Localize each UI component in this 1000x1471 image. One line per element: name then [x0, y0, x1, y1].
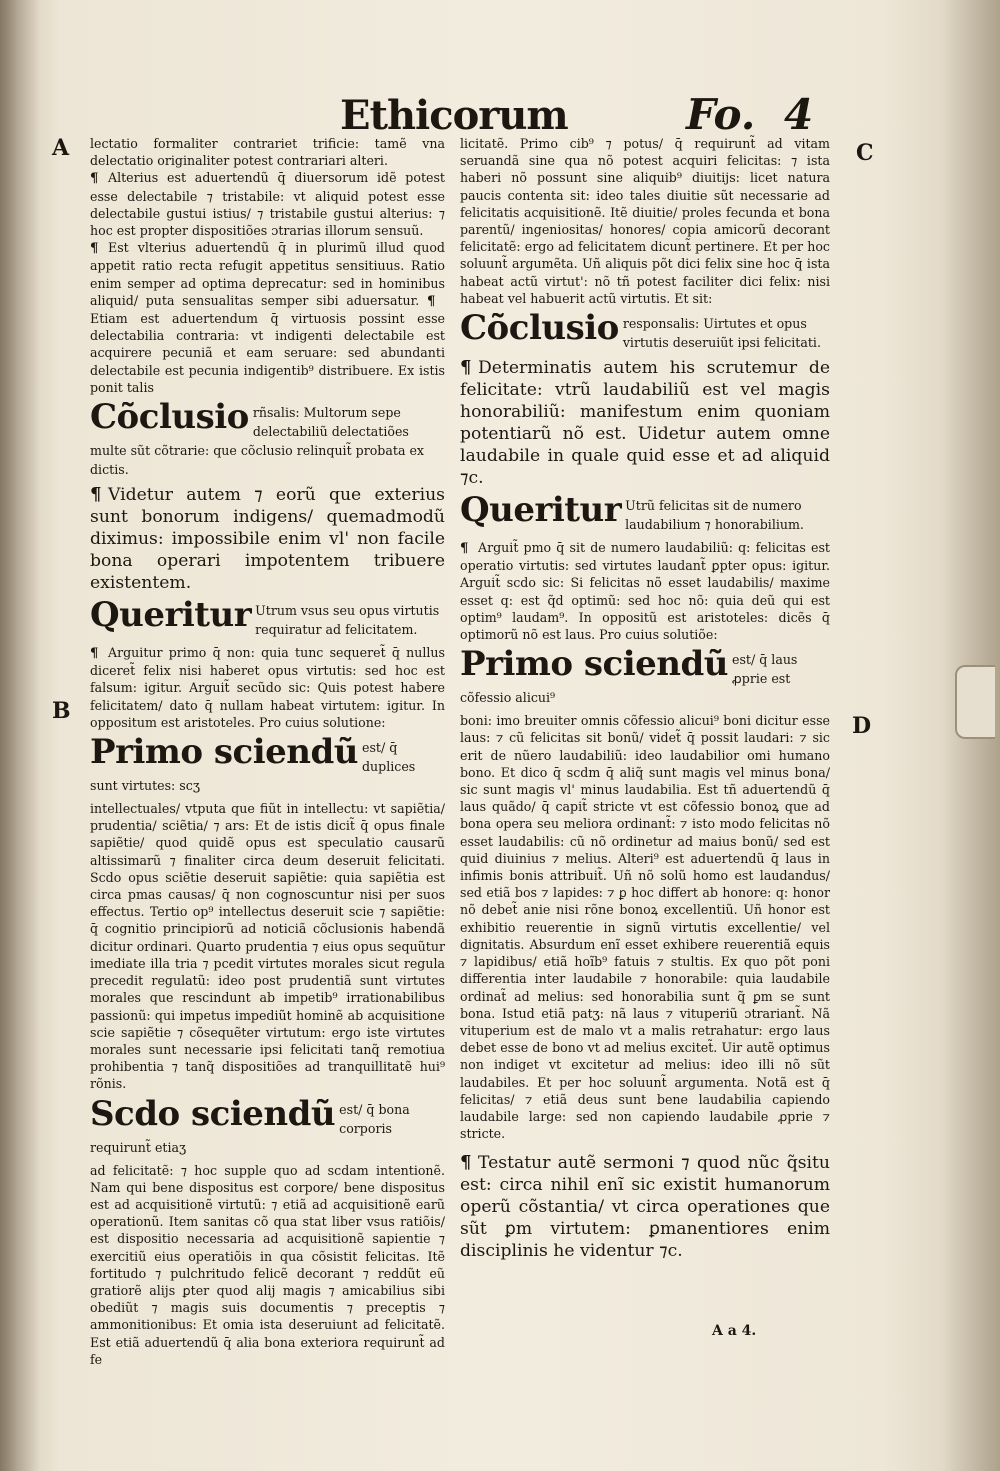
- primo-text: est/ q̄ duplices sunt virtutes: scʒ: [90, 740, 416, 794]
- folio: [686, 90, 813, 139]
- running-head: Ethicorum: [340, 92, 568, 139]
- aristotle-text: ¶ Testatur autẽ sermoni ⁊ quod nũc q̃situ est: circa nihil enĩ sic existit humanorum operũ cõstantia/ vt circa operationes que sũt ꝑm virtutem: ꝑmanentiores enim disciplinis he videntur ⁊c.: [460, 1152, 830, 1262]
- secdo-text: est/ q̄ bona corporis requirunt̃ etiaʒ: [90, 1101, 410, 1155]
- queritur-block: [460, 495, 830, 533]
- aristotle-text: ¶ Determinatis autem his scrutemur de felicitate: vtrũ laudabiliũ est vel magis honorabiliũ: manifestum enim quoniam potentiarũ nõ est. Uidetur autem omne laudabile in quale quid esse et ad aliquid ⁊c.: [460, 357, 830, 489]
- paragraph: ¶ Alterius est aduertendũ q̄ diuersorum idẽ potest esse delectabile ⁊ tristabile: vt aliquid potest esse delectabile gustui istius/ ⁊ tristabile gustui alterius: ⁊ hoc est propter dispositiões ɔtrarias illorum sensuũ.: [90, 170, 445, 239]
- queritur-block: [90, 600, 445, 638]
- signature-mark: A a 4.: [712, 1323, 757, 1339]
- pilcrow-icon: ¶: [90, 171, 99, 187]
- folio-number: 4: [784, 90, 814, 139]
- left-column: [90, 135, 445, 1368]
- conclusio-heading: Cõclusio: [90, 402, 249, 438]
- queritur-text: Utrũ felicitas sit de numero laudabilium ⁊ honorabilium.: [625, 498, 804, 533]
- folio-label: Fo.: [686, 90, 756, 139]
- paragraph: ¶ Arguit̃ pmo q̄ sit de numero laudabiliũ: q: felicitas est operatio virtutis: sed virtutes laudant̃ ꝑpter opus: igitur. Arguit̃ scdo sic: Si felicitas nõ esset laudabilis/ maxime esset q: est q̃d optimũ: sed hoc nõ: quia deũ qui est optim⁹ laudam⁹. In oppositũ est aristoteles: dicẽs q̄ optimorũ nõ est laus. Pro cuius solutiõe:: [460, 540, 830, 643]
- gutter-shadow: [0, 0, 40, 1471]
- pilcrow-icon: ¶: [460, 541, 469, 557]
- margin-letter-b: B: [52, 698, 71, 724]
- queritur-heading: Queritur: [460, 495, 622, 531]
- queritur-heading: Queritur: [90, 600, 252, 636]
- queritur-text: Utrum vsus seu opus virtutis requiratur ad felicitatem.: [255, 603, 440, 638]
- pilcrow-icon: ¶: [90, 241, 99, 257]
- conclusio-text: rñsalis: Multorum sepe delectabiliũ delectatiões multe sũt cõtrarie: que cõclusio relinquit̃ probata ex dictis.: [90, 405, 425, 478]
- primo-heading: Primo sciendũ: [90, 737, 358, 773]
- right-column: [460, 135, 830, 1262]
- paragraph: ad felicitatẽ: ⁊ hoc supple quo ad scdam intentionẽ. Nam qui bene dispositus est corpore/ bene dispositus est ad acquisitionẽ virtutũ: ⁊ etiã ad acquisitionẽ earũ operationũ. Item sanitas cõ qua stat liber vsus ratiõis/ est dispositio necessaria ad acquisitionẽ sapientie ⁊ exercitiũ eius operatiõis in qua cõsistit felicitas. Itẽ fortitudo ⁊ pulchritudo felicẽ decorant ⁊ reddũt eũ gratiorẽ alijs ꝑter quod alij magis ⁊ amicabilius sibi obediũt ⁊ magis suis documentis ⁊ preceptis ⁊ ammonitionibus: Et omia ista deseruiunt ad felicitatẽ. Est etiã aduertendũ q̄ alia bona exteriora requirunt̃ ad fe: [90, 1162, 445, 1367]
- aristotle-text: ¶ Videtur autem ⁊ eorũ que exterius sunt bonorum indigens/ quemadmodũ diximus: impossibile enim vl' non facile bona operari impotentem tribuere existentem.: [90, 484, 445, 594]
- primo-heading: Primo sciendũ: [460, 649, 728, 685]
- page-edge-tab: [955, 665, 995, 739]
- paragraph: boni: imo breuiter omnis cõfessio alicui⁹ boni dicitur esse laus: ⁊ cũ felicitas sit bonũ/ videt̃ q̄ possit laudari: ⁊ sic erit de nũero laudabiliũ: ideo laudabilior omi humano bono. Et dico q̄ scdm q̄ aliq̃ sunt magis vel minus bona/ sic sunt magis vl' minus laudabilia. Est tñ aduertendũ q̄ laus quãdo/ q̄ capit̃ stricte vt est cõfessio bonoꝝ que ad bona opera seu meliora ordinant̃: ⁊ isto modo felicitas nõ esset laudabilis: cũ nõ ordinetur ad maius bonũ/ sed est quid diuinius ⁊ melius. Alteri⁹ est aduertendũ q̄ laus in infimis bonis attribuit̃. Uñ nõ solũ homo est laudandus/ sed etiã bos ⁊ lapides: ⁊ ꝑ hoc differt ab honore: q: honor nõ debet̃ anie nisi rõne bonoꝝ excellentiũ. Uñ honor est exhibitio reuerentie in signũ virtutis excellentie/ vel dignitatis. Absurdum enĩ esset exhibere reuerentiã equis ⁊ lapidibus/ etiã hoĩb⁹ fatuis ⁊ stultis. Ex quo põt poni differentia inter laudabile ⁊ honorabile: quia laudabile ordinat̃ ad melius: sed honorabilia sunt q̃ ꝑm se sunt bona. Istud etiã patʒ: nã laus ⁊ vituperiũ ɔtrariant̃. Nã vituperium est de malo vt a malis retrahatur: ergo laus debet esse de bono vt ad melius excitet̃. Uir autẽ optimus non indiget vt excitetur ad melius: ideo illi nõ sũt laudabiles. Et per hoc soluunt̃ argumenta. Notã est q̄ felicitas/ ⁊ etiã deus sunt bene laudabilia capiendo laudabile large: sed non capiendo laudabile ꝓprie ⁊ stricte.: [460, 713, 830, 1142]
- pilcrow-icon: ¶: [90, 484, 102, 506]
- paragraph: ¶ Arguitur primo q̄ non: quia tunc sequeret̃ q̄ nullus diceret̃ felix nisi haberet opus virtutis: sed hoc est falsum: igitur. Arguit̃ secũdo sic: Quis potest habere felicitatem/ dato q̄ nullam habeat virtutem: igitur. In oppositum est aristoteles. Pro cuius solutione:: [90, 645, 445, 730]
- conclusio-heading: Cõclusio: [460, 313, 619, 349]
- paragraph: ¶ Est vlterius aduertendũ q̄ in plurimũ illud quod appetit ratio recta refugit appetitus sensitiuus. Ratio enim semper ad optima deprecatur: sed in hominibus aliquid/ puta sensualitas semper sibi aduersatur. ¶Etiam est aduertendum q̄ virtuosis possint esse delectabilia contraria: vt indigenti delectabile est acquirere pecuniã et eam seruare: sed abundanti delectabile est pecunia indigentib⁹ distribuere. Ex istis ponit talis: [90, 240, 445, 395]
- margin-letter-d: D: [852, 713, 872, 739]
- primo-text: est/ q̄ laus ꝓprie est cõfessio alicui⁹: [460, 652, 798, 706]
- pilcrow-icon: ¶: [460, 1152, 472, 1174]
- conclusio-block: [460, 313, 830, 351]
- paragraph: intellectuales/ vtputa que fiũt in intellectu: vt sapiẽtia/ prudentia/ sciẽtia/ ⁊ ars: Et de istis dicit̃ q̄ opus finale sapiẽtie/ quod quidẽ opus est speculatio causarũ altissimarũ ⁊ finaliter circa deum deseruit felicitati. Scdo opus sciẽtie deseruit sapiẽtie: quia sapiẽtia est circa pmas causas/ q̄ non cognoscuntur nisi per suos effectus. Tertio op⁹ intellectus deseruit scie ⁊ sapiẽtie: q̄ cognitio principiorũ ad noticiã cõclusionis habendã dicitur ordinari. Quarto prudentia ⁊ eius opus sequũtur imediate illa tria ⁊ pcedit virtutes morales sicut regula precedit regulatũ: ideo post prudentiã sunt virtutes morales que rescindunt ab impetib⁹ irrationabilibus passionũ: qui impetus impediũt hominẽ ab acquisitione scie sapiẽtie ⁊ cõsequẽter virtutum: ergo iste virtutes morales sunt necessarie ipsi felicitati tanq̃ remotiua prohibentia ⁊ tanq̃ dispositiões ad tranquillitatẽ hui⁹ rõnis.: [90, 801, 445, 1092]
- primo-block: [460, 649, 830, 706]
- margin-letter-c: C: [856, 140, 874, 166]
- secdo-block: [90, 1099, 445, 1156]
- conclusio-text: responsalis: Uirtutes et opus virtutis deseruiũt ipsi felicitati.: [622, 316, 821, 351]
- paragraph: licitatẽ. Primo cib⁹ ⁊ potus/ q̄ requirunt̃ ad vitam seruandã sine qua nõ potest acquiri felicitas: ⁊ ista haberi nõ possunt sine aliquib⁹ diuitijs: licet natura paucis contenta sit: ideo tales diuitie sũt necessarie ad felicitatis acquisitionẽ. Itẽ diuitie/ proles fecunda et bona parentũ/ ingeniositas/ honores/ copia amicorũ decorant felicitatẽ: ergo ad felicitatem dicunt̃ pertinere. Et per hoc soluunt̃ argumẽta. Uñ aliquis põt dici felix sine hoc q̄ ista habeat actũ virtut': nõ tñ potest faciliter dici felix: nisi habeat vel habuerit actũ virtutis. Et sit:: [460, 136, 830, 306]
- secdo-heading: Scdo sciendũ: [90, 1098, 336, 1134]
- margin-letter-a: A: [52, 135, 70, 161]
- pilcrow-icon: ¶: [427, 293, 436, 309]
- conclusio-block: [90, 402, 445, 478]
- pilcrow-icon: ¶: [90, 646, 99, 662]
- primo-block: [90, 737, 445, 794]
- pilcrow-icon: ¶: [460, 357, 472, 379]
- paragraph: lectatio formaliter contrariet trificie: tamẽ vna delectatio originaliter potest contrariari alteri.: [90, 136, 445, 169]
